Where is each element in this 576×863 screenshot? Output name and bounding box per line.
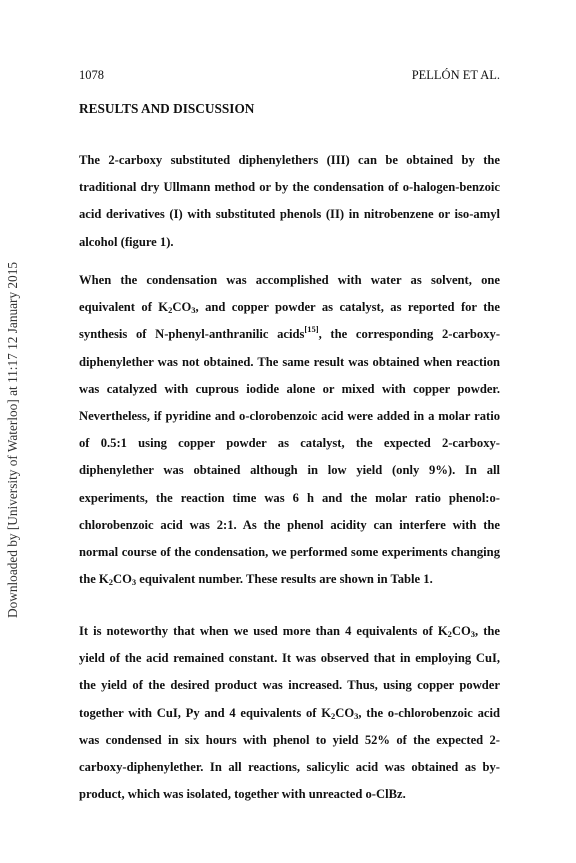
paragraph-2-text: When the condensation was accomplished with water as solvent, one equivalent of K: [79, 273, 500, 315]
download-watermark-text: Downloaded by [University of Waterloo] at 11:17 12 January 2015: [5, 261, 20, 619]
paragraph-2-text: , the corresponding 2-carboxy-diphenylether was not obtained. The same result was obtained when reaction was catalyzed with cuprous iodide alone or mixed with copper powder. Nevertheless, if pyridine and o-clorobenzoic acid were added in a molar ratio of 0.5:1 using copper powder as catalyst, the expected 2-carboxy-diphenylether was obtained although in low yield (only 9%). In all experiments, the reaction time was 6 h and the molar ratio phenol:o-chlorobenzoic acid was 2:1. As the phenol acidity can interfere with the normal course of the condensation, we performed some experiments changing the K: [79, 327, 501, 587]
citation-reference: [15]: [304, 324, 319, 335]
paragraph-2: [79, 267, 500, 593]
subscript: 2: [108, 577, 113, 588]
subscript: 3: [131, 577, 137, 588]
running-header-authors: PELLÓN ET AL.: [411, 68, 500, 82]
paragraph-3-text: , the o-chlorobenzoic acid was condensed in six hours with phenol to yield 52% of the expected 2-carboxy-diphenylether. In all reactions, salicylic acid was obtained as by-product, which was isolated, together with unreacted o-ClBz.: [79, 705, 500, 802]
paragraph-2-text: equivalent number. These results are shown in Table 1.: [136, 572, 433, 587]
section-heading: RESULTS AND DISCUSSION: [79, 101, 255, 116]
paragraph-1-text: The 2-carboxy substituted diphenylethers (III) can be obtained by the traditional dry Ullmann method or by the condensation of o-halogen-benzoic acid derivatives (I) with substituted phenols (II) in nitrobenzene or iso-amyl alcohol (figure 1).: [79, 153, 500, 249]
paragraph-3-text: CO: [451, 624, 471, 638]
paragraph-2-text: CO: [172, 300, 192, 315]
paragraph-3-text: It is noteworthy that when we used more than 4 equivalents of K: [79, 624, 448, 638]
paragraph-3-text: CO: [335, 705, 355, 720]
paragraph-3: [79, 618, 500, 808]
paragraph-1: [79, 147, 500, 256]
subscript: 3: [191, 305, 196, 316]
subscript: 2: [447, 629, 452, 639]
subscript: 3: [354, 710, 359, 721]
download-watermark: [3, 250, 23, 630]
subscript: 3: [470, 629, 476, 639]
paragraph-2-text: CO: [112, 572, 132, 587]
paragraph-3-text: , the yield of the acid remained constant. It was observed that in employing CuI, the yield of the desired product was increased. Thus, using copper powder together with CuI, Py and 4 equivalents of K: [79, 624, 500, 720]
paragraph-2-text: , and copper powder as catalyst, as reported for the synthesis of N-phenyl-anthranilic acids: [79, 300, 500, 342]
page-number: 1078: [79, 68, 104, 82]
subscript: 2: [168, 305, 173, 316]
subscript: 2: [331, 710, 336, 721]
